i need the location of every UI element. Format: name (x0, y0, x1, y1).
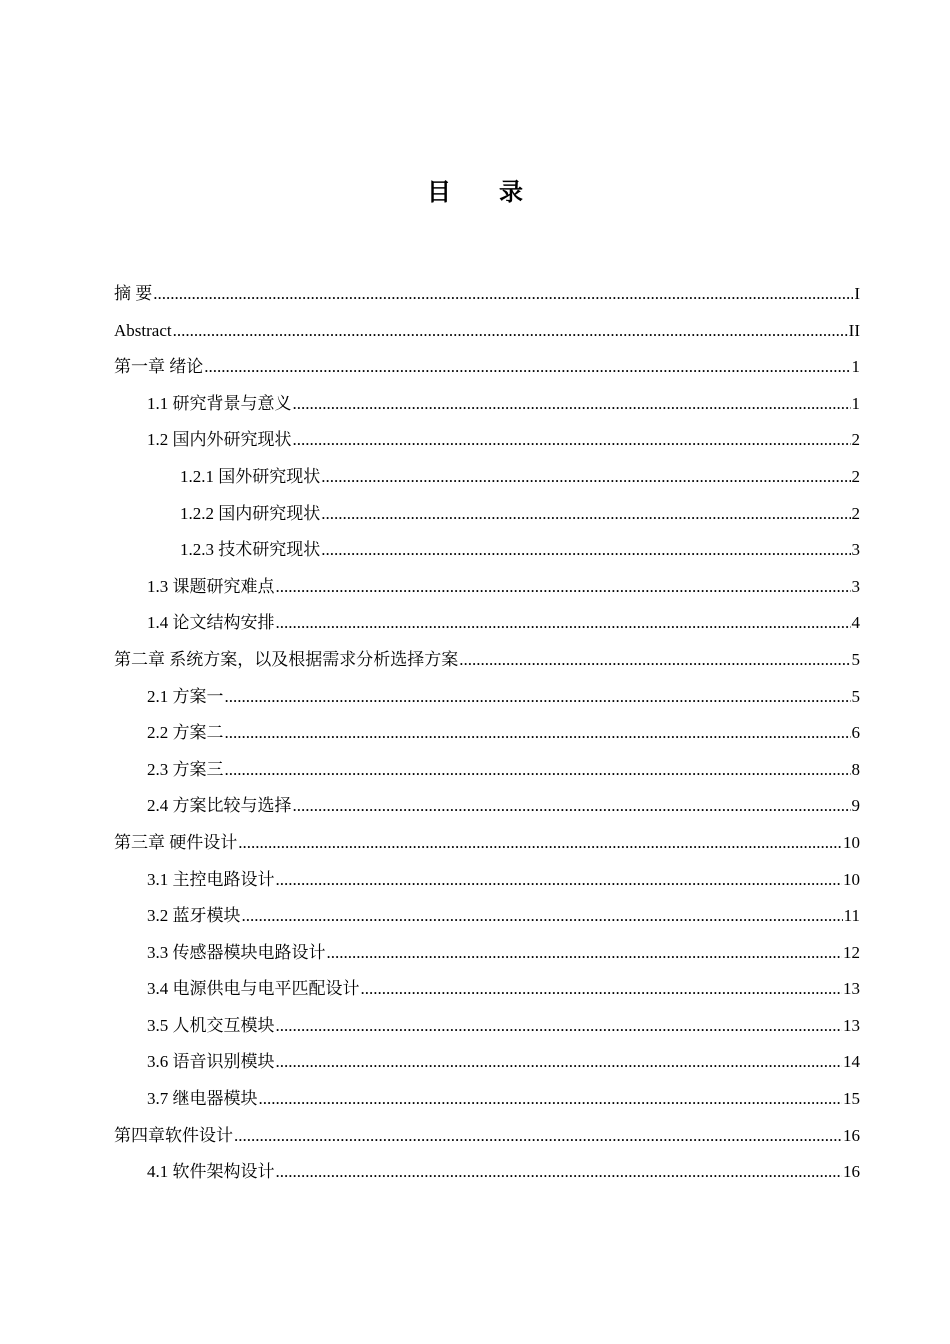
toc-entry-label: 第三章 硬件设计 (114, 832, 238, 852)
toc-dot-leader (459, 642, 850, 679)
toc-dot-leader (276, 1154, 843, 1191)
toc-entry-label: 3.7 继电器模块 (147, 1089, 258, 1109)
toc-entry[interactable] (114, 386, 860, 423)
toc-entry-label: 2.3 方案三 (147, 759, 224, 779)
toc-dot-leader (234, 1118, 842, 1155)
toc-dot-leader (361, 971, 843, 1008)
toc-dot-leader (225, 752, 851, 789)
toc-entry-label: 第二章 系统方案，以及根据需求分析选择方案 (114, 649, 459, 669)
toc-entry-label: Abstract (114, 320, 172, 340)
toc-dot-leader (204, 349, 850, 386)
toc-entry[interactable] (114, 532, 860, 569)
toc-entry-label: 4.1 软件架构设计 (147, 1162, 275, 1182)
toc-entry[interactable] (114, 605, 860, 642)
toc-entry-page-number: II (848, 320, 860, 340)
toc-entry-page-number: 1 (851, 357, 860, 377)
toc-dot-leader (153, 276, 853, 313)
toc-entry[interactable] (114, 569, 860, 606)
toc-entry-label: 1.2.2 国内研究现状 (180, 503, 321, 523)
toc-dot-leader (276, 569, 851, 606)
toc-entry-label: 1.2.3 技术研究现状 (180, 540, 321, 560)
toc-entry-page-number: 16 (843, 1125, 860, 1145)
toc-entry[interactable] (114, 1118, 860, 1155)
toc-entry-label: 1.2 国内外研究现状 (147, 430, 292, 450)
toc-entry[interactable] (114, 459, 860, 496)
toc-entry-page-number: 4 (851, 613, 860, 633)
toc-title-char-2: 录 (499, 178, 523, 206)
toc-entry-label: 1.1 研究背景与意义 (147, 393, 292, 413)
toc-entry[interactable] (114, 971, 860, 1008)
toc-entry[interactable] (114, 422, 860, 459)
toc-entry-label: 2.4 方案比较与选择 (147, 796, 292, 816)
toc-entry[interactable] (114, 1008, 860, 1045)
toc-dot-leader (238, 825, 842, 862)
toc-entry-page-number: 10 (843, 832, 860, 852)
toc-dot-leader (276, 605, 851, 642)
toc-entry-page-number: 12 (843, 942, 860, 962)
toc-entry-page-number: 6 (851, 723, 860, 743)
toc-entry-label: 摘 要 (114, 284, 153, 303)
toc-entry-page-number: 9 (851, 796, 860, 816)
toc-entry[interactable] (114, 862, 860, 899)
toc-dot-leader (173, 313, 848, 350)
toc-entry-label: 1.3 课题研究难点 (147, 576, 275, 596)
toc-entry-label: 1.4 论文结构安排 (147, 613, 275, 633)
toc-entry[interactable] (114, 276, 860, 313)
toc-entry-label: 3.4 电源供电与电平匹配设计 (147, 979, 360, 999)
toc-entry-page-number: 14 (843, 1052, 860, 1072)
toc-dot-leader (259, 1081, 843, 1118)
toc-entry-label: 第一章 绪论 (114, 357, 204, 377)
toc-dot-leader (293, 422, 851, 459)
toc-entry[interactable] (114, 679, 860, 716)
toc-entry[interactable] (114, 898, 860, 935)
toc-entry-label: 第四章软件设计 (114, 1125, 233, 1145)
toc-dot-leader (276, 862, 843, 899)
toc-entry-page-number: 2 (851, 466, 860, 486)
toc-entry[interactable] (114, 496, 860, 533)
toc-entry[interactable] (114, 1154, 860, 1191)
toc-entry-page-number: 10 (843, 869, 860, 889)
toc-entry-label: 2.1 方案一 (147, 686, 224, 706)
toc-entry-page-number: 5 (851, 649, 860, 669)
toc-entry-label: 2.2 方案二 (147, 723, 224, 743)
toc-dot-leader (293, 386, 851, 423)
toc-dot-leader (321, 532, 850, 569)
toc-entry-page-number: 16 (843, 1162, 860, 1182)
toc-entry-label: 3.5 人机交互模块 (147, 1015, 275, 1035)
toc-entry[interactable] (114, 313, 860, 350)
toc-entry[interactable] (114, 752, 860, 789)
toc-entry-page-number: 13 (843, 979, 860, 999)
toc-entry[interactable] (114, 825, 860, 862)
toc-entry-label: 3.1 主控电路设计 (147, 869, 275, 889)
toc-entry-page-number: 15 (843, 1089, 860, 1109)
toc-entry[interactable] (114, 715, 860, 752)
toc-dot-leader (327, 935, 843, 972)
toc-entry-page-number: 8 (851, 759, 860, 779)
toc-entry[interactable] (114, 935, 860, 972)
toc-entry-label: 3.2 蓝牙模块 (147, 906, 241, 926)
table-of-contents (114, 276, 860, 1191)
toc-dot-leader (242, 898, 843, 935)
toc-title-char-1: 目 (427, 178, 451, 206)
toc-entry-page-number: 1 (851, 393, 860, 413)
toc-entry-page-number: 3 (851, 540, 860, 560)
toc-dot-leader (293, 788, 851, 825)
toc-dot-leader (225, 679, 851, 716)
toc-entry-label: 1.2.1 国外研究现状 (180, 466, 321, 486)
toc-entry-label: 3.6 语音识别模块 (147, 1052, 275, 1072)
toc-entry[interactable] (114, 788, 860, 825)
toc-entry[interactable] (114, 1044, 860, 1081)
toc-dot-leader (276, 1044, 843, 1081)
toc-entry-page-number: 2 (851, 430, 860, 450)
toc-entry-label: 3.3 传感器模块电路设计 (147, 942, 326, 962)
toc-entry-page-number: 13 (843, 1015, 860, 1035)
toc-entry-page-number: 2 (851, 503, 860, 523)
toc-dot-leader (225, 715, 851, 752)
toc-entry[interactable] (114, 349, 860, 386)
toc-entry[interactable] (114, 642, 860, 679)
toc-entry-page-number: 11 (843, 906, 860, 926)
toc-dot-leader (321, 496, 850, 533)
toc-title (0, 172, 950, 207)
toc-dot-leader (321, 459, 850, 496)
toc-entry-page-number: 3 (851, 576, 860, 596)
toc-entry-page-number: 5 (851, 686, 860, 706)
toc-dot-leader (276, 1008, 843, 1045)
toc-entry-page-number: I (854, 284, 860, 303)
toc-entry[interactable] (114, 1081, 860, 1118)
